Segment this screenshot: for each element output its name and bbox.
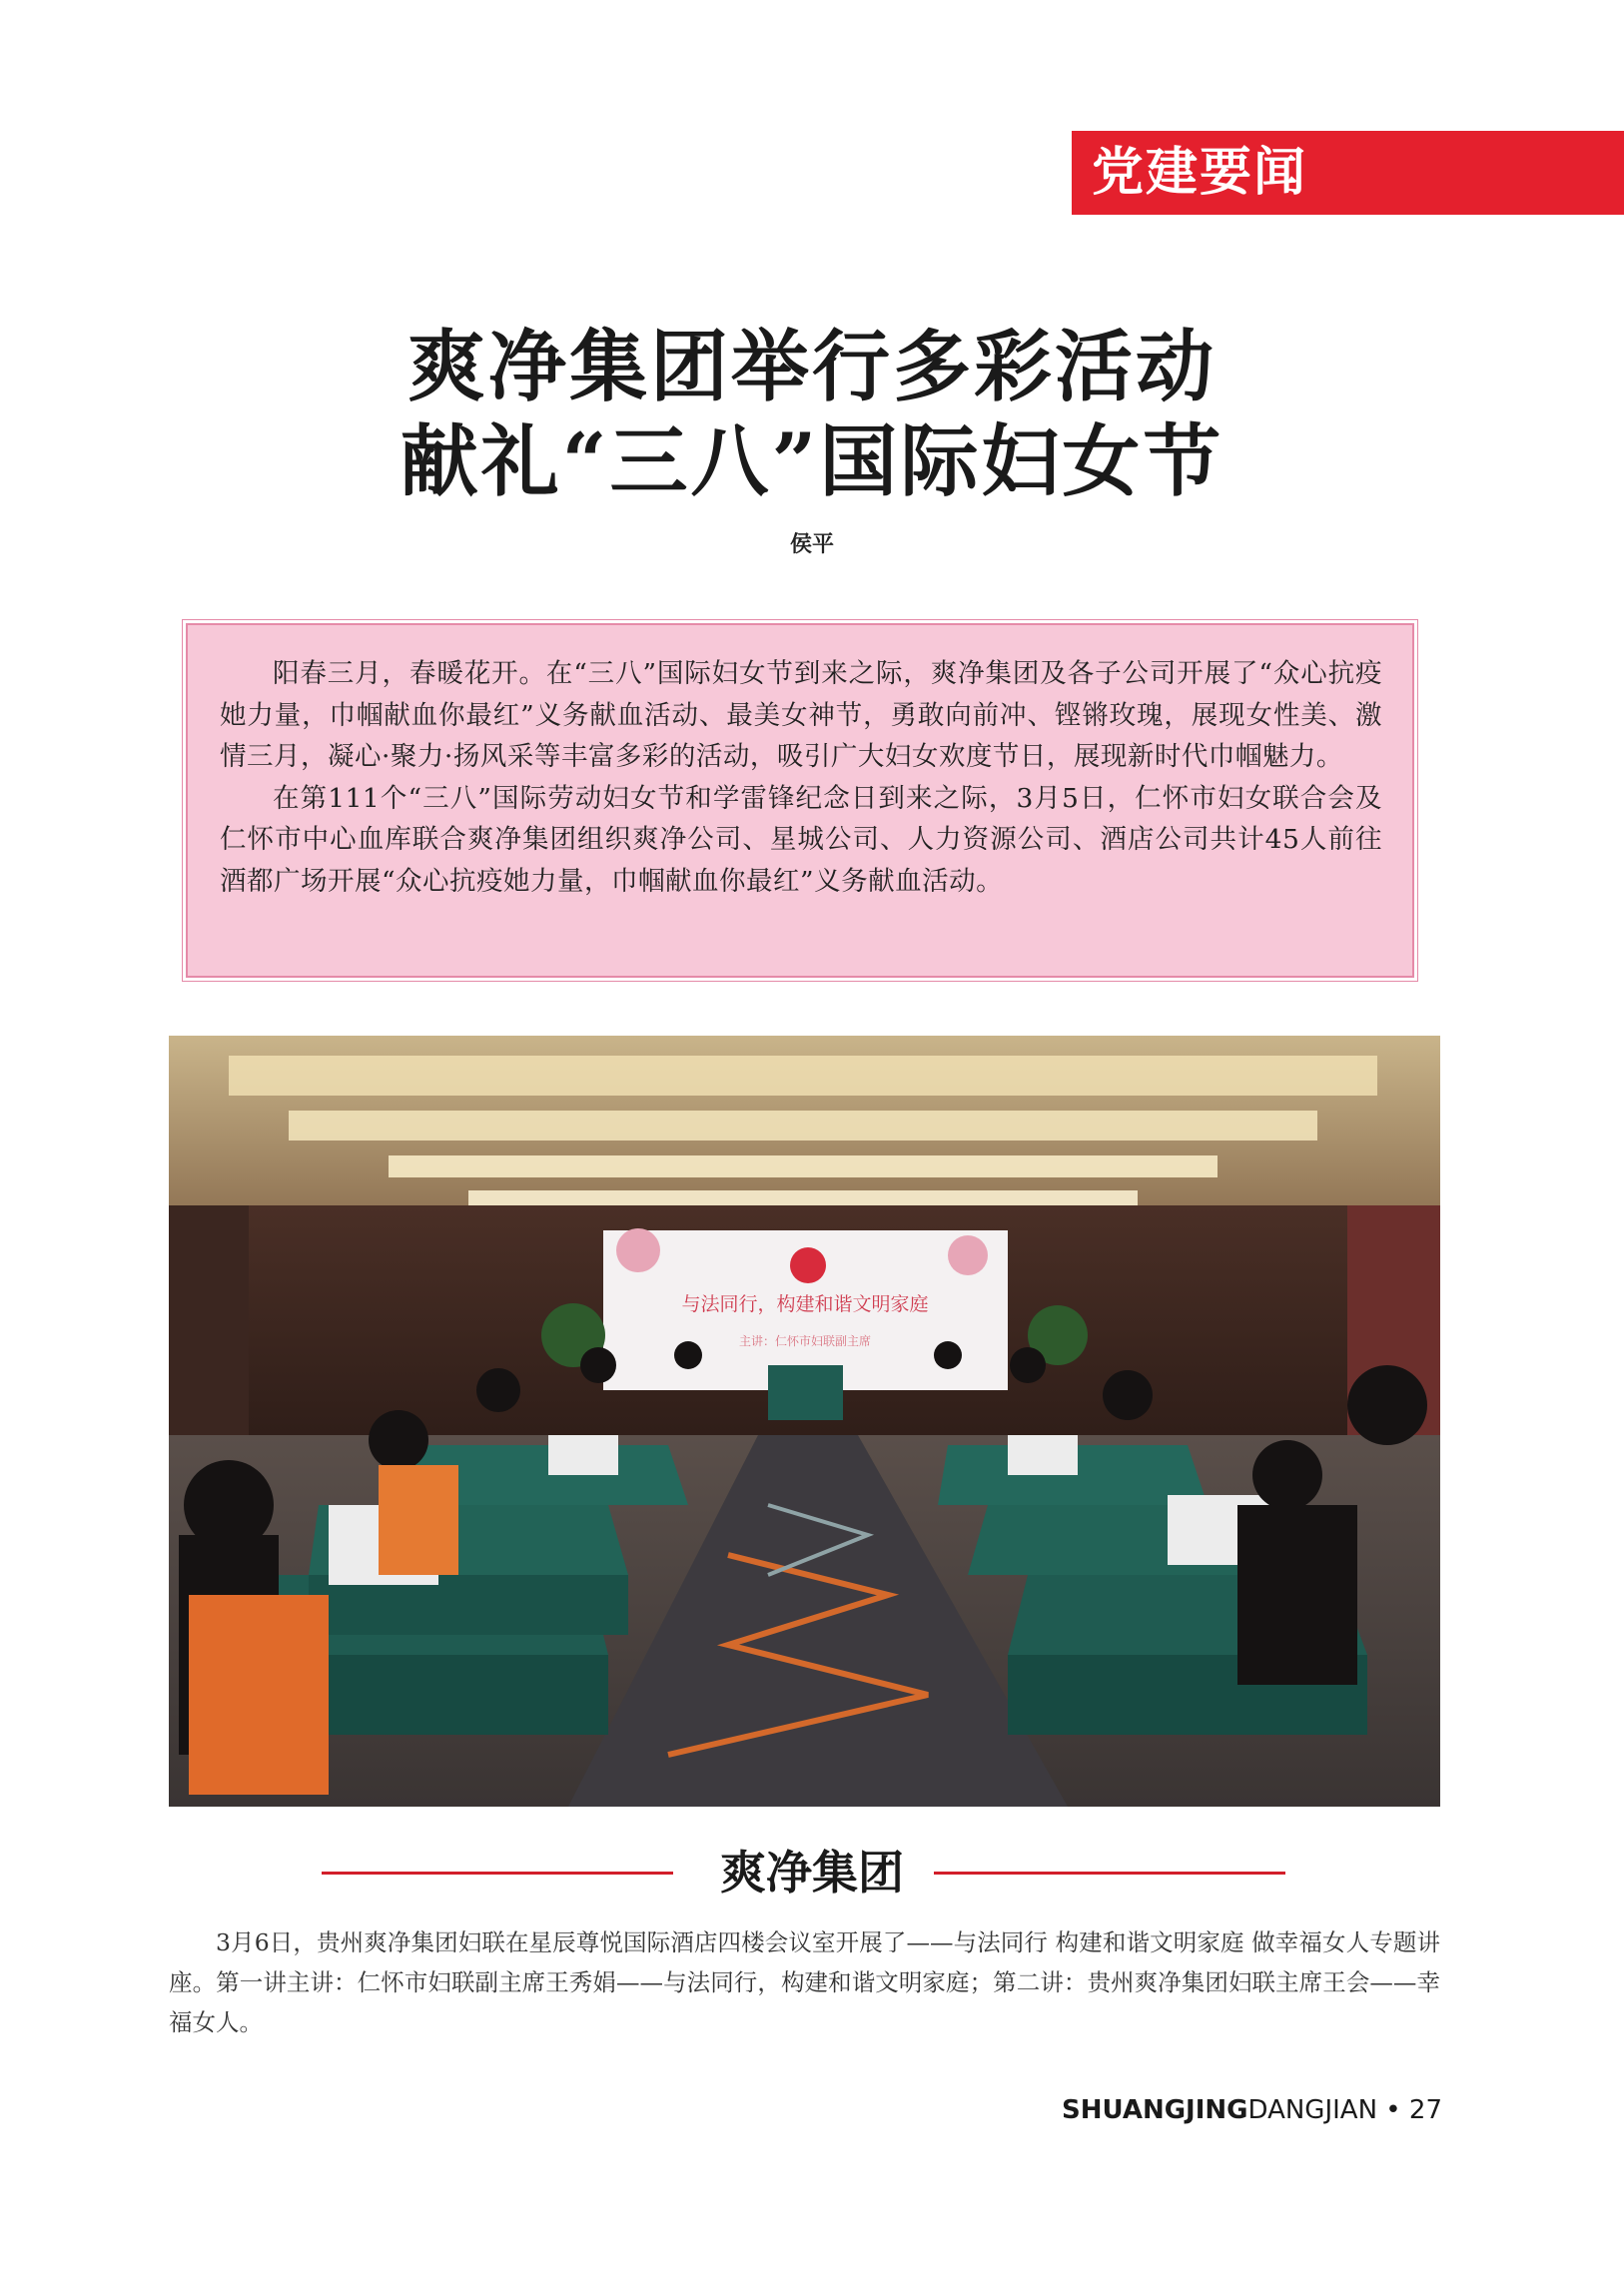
org-heading bbox=[0, 1843, 1624, 1903]
author-byline: 侯平 bbox=[789, 532, 834, 557]
event-photo bbox=[169, 1036, 1440, 1807]
intro-box bbox=[186, 623, 1414, 978]
screen-banner-text: 与法同行，构建和谐文明家庭 bbox=[681, 1293, 929, 1315]
heading-rule-right bbox=[934, 1872, 1285, 1875]
footer-separator: • bbox=[1385, 2095, 1401, 2125]
intro-paragraph-2: 在第111个“三八”国际劳动妇女节和学雷锋纪念日到来之际，3月5日，仁怀市妇女联合会及仁怀市中心血库联合爽净集团组织爽净公司、星城公司、人力资源公司、酒店公司共计45人前往酒都广场开展“众心抗疫她力量，巾帼献血你最红”义务献血活动。 bbox=[220, 782, 1382, 897]
intro-paragraph-1: 阳春三月，春暖花开。在“三八”国际妇女节到来之际，爽净集团及各子公司开展了“众心抗疫她力量，巾帼献血你最红”义务献血活动、最美女神节，勇敢向前冲、铿锵玫瑰，展现女性美、激情三月，凝心·聚力·扬风采等丰富多彩的活动，吸引广大妇女欢度节日，展现新时代巾帼魅力。 bbox=[220, 658, 1382, 772]
headline-line-1: 爽净集团举行多彩活动 bbox=[406, 322, 1217, 412]
page-footer bbox=[1062, 2095, 1442, 2125]
event-photo-illustration bbox=[169, 1036, 1440, 1807]
section-tag: 党建要闻 bbox=[1072, 131, 1624, 215]
headline-line-2: 献礼“三八”国际妇女节 bbox=[400, 416, 1224, 507]
org-heading-title: 爽净集团 bbox=[720, 1846, 904, 1900]
page-number: 27 bbox=[1408, 2095, 1442, 2125]
body-paragraph: 3月6日，贵州爽净集团妇联在星辰尊悦国际酒店四楼会议室开展了——与法同行 构建和谐文明家庭 做幸福女人专题讲座。第一讲主讲：仁怀市妇联副主席王秀娟——与法同行，构建和谐文明家庭；第二讲：贵州爽净集团妇联主席王会——幸福女人。 bbox=[169, 1928, 1440, 2036]
screen-subline-text: 主讲：仁怀市妇联副主席 bbox=[738, 1334, 872, 1348]
footer-brand-bold: SHUANGJING bbox=[1062, 2095, 1248, 2125]
footer-brand-regular: DANGJIAN bbox=[1247, 2095, 1378, 2125]
